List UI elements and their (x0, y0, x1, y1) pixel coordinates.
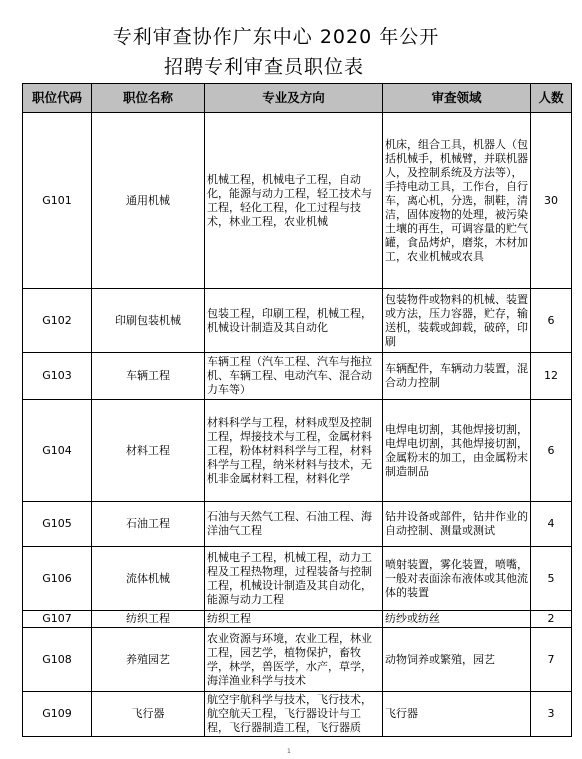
header-count: 人数 (531, 84, 572, 113)
title-line-1: 专利审查协作广东中心 2020 年公开 (112, 26, 440, 48)
cell-count: 3 (531, 692, 572, 737)
cell-name: 印刷包装机械 (92, 289, 205, 353)
cell-field: 动物饲养或繁殖，园艺 (383, 628, 531, 692)
cell-field: 纺纱或纺丝 (383, 611, 531, 628)
cell-count: 7 (531, 628, 572, 692)
page-number: 1 (287, 748, 291, 755)
table-row (23, 289, 572, 353)
cell-field: 电焊电切割，其他焊接切割，电焊电切割，其他焊接切割，金属粉末的加工，由金属粉末制造制品 (383, 400, 531, 502)
cell-code: G106 (23, 547, 92, 611)
cell-name: 材料工程 (92, 400, 205, 502)
cell-name: 通用机械 (92, 113, 205, 289)
cell-code: G101 (23, 113, 92, 289)
table-row (23, 400, 572, 502)
cell-code: G102 (23, 289, 92, 353)
cell-count: 2 (531, 611, 572, 628)
table-row (23, 502, 572, 547)
table-header-row (23, 84, 572, 113)
title-line-2: 招聘专利审查员职位表 (163, 56, 364, 78)
page-title (0, 22, 582, 82)
cell-count: 4 (531, 502, 572, 547)
cell-field: 包装物件或物料的机械、装置或方法，压力容器，贮存，输送机，装载或卸载，破碎，印刷 (383, 289, 531, 353)
cell-major: 纺织工程 (205, 611, 383, 628)
cell-code: G107 (23, 611, 92, 628)
cell-major: 石油与天然气工程、石油工程、海洋油气工程 (205, 502, 383, 547)
cell-code: G108 (23, 628, 92, 692)
table-row (23, 611, 572, 628)
cell-count: 5 (531, 547, 572, 611)
cell-major: 机械工程，机械电子工程，自动化，能源与动力工程，轻工技术与工程，轻化工程，化工过程与技术，林业工程，农业机械 (205, 113, 383, 289)
cell-name: 养殖园艺 (92, 628, 205, 692)
table-row (23, 353, 572, 400)
cell-major: 航空宇航科学与技术，飞行技术，航空航天工程，飞行器设计与工程，飞行器制造工程，飞行器质 (205, 692, 383, 737)
cell-count: 6 (531, 400, 572, 502)
cell-field: 飞行器 (383, 692, 531, 737)
cell-count: 30 (531, 113, 572, 289)
header-major: 专业及方向 (205, 84, 383, 113)
cell-major: 农业资源与环境，农业工程，林业工程，园艺学，植物保护，畜牧学，林学，兽医学，水产，草学，海洋渔业科学与技术 (205, 628, 383, 692)
cell-field: 喷射装置，雾化装置，喷嘴，一般对表面涂布液体或其他流体的装置 (383, 547, 531, 611)
cell-major: 包装工程，印刷工程，机械工程，机械设计制造及其自动化 (205, 289, 383, 353)
cell-count: 6 (531, 289, 572, 353)
table-row (23, 547, 572, 611)
cell-count: 12 (531, 353, 572, 400)
cell-field: 车辆配件，车辆动力装置，混合动力控制 (383, 353, 531, 400)
header-code: 职位代码 (23, 84, 92, 113)
cell-name: 流体机械 (92, 547, 205, 611)
table-row (23, 113, 572, 289)
cell-code: G104 (23, 400, 92, 502)
table-row (23, 628, 572, 692)
cell-code: G103 (23, 353, 92, 400)
job-table (22, 83, 572, 737)
cell-major: 机械电子工程，机械工程，动力工程及工程热物理，过程装备与控制工程，机械设计制造及其自动化，能源与动力工程 (205, 547, 383, 611)
cell-name: 车辆工程 (92, 353, 205, 400)
cell-name: 石油工程 (92, 502, 205, 547)
header-field: 审查领域 (383, 84, 531, 113)
cell-name: 纺织工程 (92, 611, 205, 628)
cell-code: G105 (23, 502, 92, 547)
cell-code: G109 (23, 692, 92, 737)
cell-name: 飞行器 (92, 692, 205, 737)
header-name: 职位名称 (92, 84, 205, 113)
cell-field: 机床，组合工具，机器人（包括机械手，机械臂，并联机器人，及控制系统及方法等），手持电动工具，工作台，自行车，离心机，分选，制鞋，清洁，固体废物的处理，被污染土壤的再生，可调容量的贮气罐，食品烤炉，磨浆，木材加工，农业机械或农具 (383, 113, 531, 289)
cell-major: 材料科学与工程，材料成型及控制工程，焊接技术与工程，金属材料工程，粉体材料科学与工程，材料科学与工程，纳米材料与技术，无机非金属材料工程，材料化学 (205, 400, 383, 502)
table-row (23, 692, 572, 737)
cell-major: 车辆工程（汽车工程、汽车与拖拉机、车辆工程、电动汽车、混合动力车等） (205, 353, 383, 400)
cell-field: 钻井设备或部件，钻井作业的自动控制、测量或测试 (383, 502, 531, 547)
